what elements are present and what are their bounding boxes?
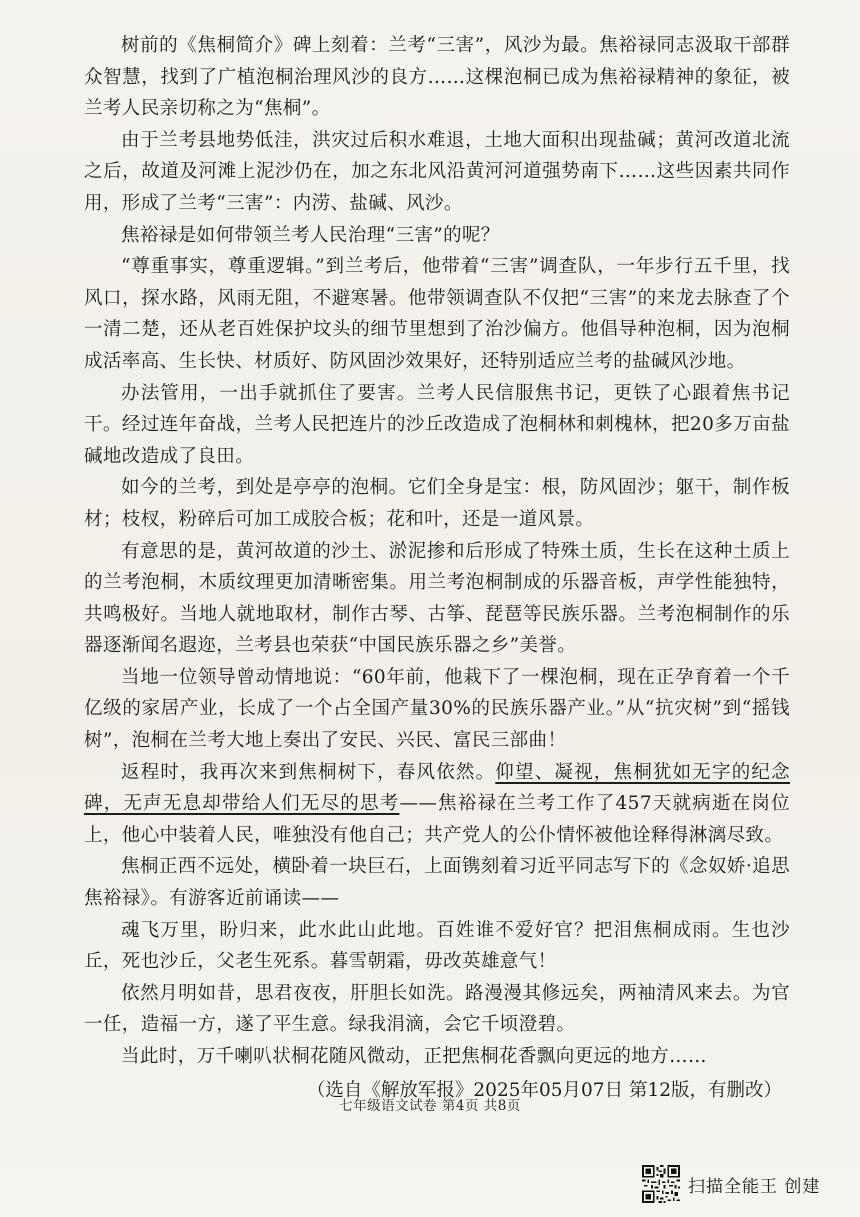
- watermark-text: 扫描全能王 创建: [688, 1176, 821, 1197]
- page-footer: 七年级语文试卷 第4页 共8页: [339, 1098, 521, 1114]
- paragraph-9-lead: 返程时，我再次来到焦桐树下，春风依然。: [121, 761, 496, 783]
- qr-code-icon: [642, 1165, 680, 1203]
- paragraph-13: 当此时，万千喇叭状桐花随风微动，正把焦桐花香飘向更远的地方……: [121, 1046, 707, 1067]
- paragraph-9: [84, 757, 790, 852]
- paragraph-2: 由于兰考县地势低洼，洪灾过后积水难退，土地大面积出现盐碱；黄河改道北流之后，故道及河滩上泥沙仍在，加之东北风沿黄河河道强势南下……这些因素共同作用，形成了兰考“三害”：内涝、盐碱、风沙。: [84, 129, 790, 214]
- scanner-watermark: [642, 1164, 820, 1204]
- paragraph-1: 树前的《焦桐简介》碑上刻着：兰考“三害”，风沙为最。焦裕禄同志汲取干部群众智慧，找到了广植泡桐治理风沙的良方……这棵泡桐已成为焦裕禄精神的象征，被兰考人民亲切称之为“焦桐”。: [84, 35, 790, 120]
- paragraph-6: 如今的兰考，到处是亭亭的泡桐。它们全身是宝：根，防风固沙；躯干，制作板材；枝杈，粉碎后可加工成胶合板；花和叶，还是一道风景。: [84, 477, 790, 530]
- paragraph-9-rest: ——焦裕禄在兰考工作了457天就病逝在岗位上，他心中装着人民，唯独没有他自己；共产党人的公仆情怀被他诠释得淋漓尽致。: [84, 793, 790, 846]
- paragraph-7: 有意思的是，黄河故道的沙土、淤泥掺和后形成了特殊土质，生长在这种土质上的兰考泡桐，木质纹理更加清晰密集。用兰考泡桐制成的乐器音板，声学性能独特，共鸣极好。当地人就地取材，制作古琴、古筝、琵琶等民族乐器。兰考泡桐制作的乐器逐渐闻名遐迩，兰考县也荣获“中国民族乐器之乡”美誉。: [84, 540, 790, 657]
- paragraph-5: 办法管用，一出手就抓住了要害。兰考人民信服焦书记，更铁了心跟着焦书记干。经过连年奋战，兰考人民把连片的沙丘改造成了泡桐林和刺槐林，把20多万亩盐碱地改造成了良田。: [84, 382, 790, 467]
- paragraph-10: 焦桐正西不远处，横卧着一块巨石，上面镌刻着习近平同志写下的《念奴娇·追思焦裕禄》。有游客近前诵读——: [84, 856, 790, 910]
- article-body: [84, 30, 790, 1106]
- poem-stanza-1: 魂飞万里，盼归来，此水此山此地。百姓谁不爱好官？把泪焦桐成雨。生也沙丘，死也沙丘，父老生死系。暮雪朝霜，毋改英雄意气！: [84, 919, 790, 973]
- paragraph-8: 当地一位领导曾动情地说：“60年前，他栽下了一棵泡桐，现在正孕育着一个千亿级的家居产业，长成了一个占全国产量30%的民族乐器产业。”从“抗灾树”到“摇钱树”，泡桐在兰考大地上奏出了安民、兴民、富民三部曲！: [84, 666, 790, 752]
- paragraph-4: “尊重事实，尊重逻辑。”到兰考后，他带着“三害”调查队，一年步行五千里，找风口，探水路，风雨无阻，不避寒暑。他带领调查队不仅把“三害”的来龙去脉查了个一清二楚，还从老百姓保护坟头的细节里想到了治沙偏方。他倡导种泡桐，因为泡桐成活率高、生长快、材质好、防风固沙效果好，还特别适应兰考的盐碱风沙地。: [84, 256, 790, 372]
- poem-stanza-2: 依然月明如昔，思君夜夜，肝胆长如洗。路漫漫其修远矣，两袖清风来去。为官一任，造福一方，遂了平生意。绿我涓滴，会它千顷澄碧。: [84, 982, 790, 1036]
- source-citation: （选自《解放军报》2025年05月07日 第12版，有删改）: [306, 1079, 782, 1101]
- paragraph-3: 焦裕禄是如何带领兰考人民治理“三害”的呢？: [121, 224, 500, 246]
- underlined-sentence: 仰望、凝视，焦桐犹如无字的纪念碑，无声无息却带给人们无尽的思考: [84, 761, 790, 815]
